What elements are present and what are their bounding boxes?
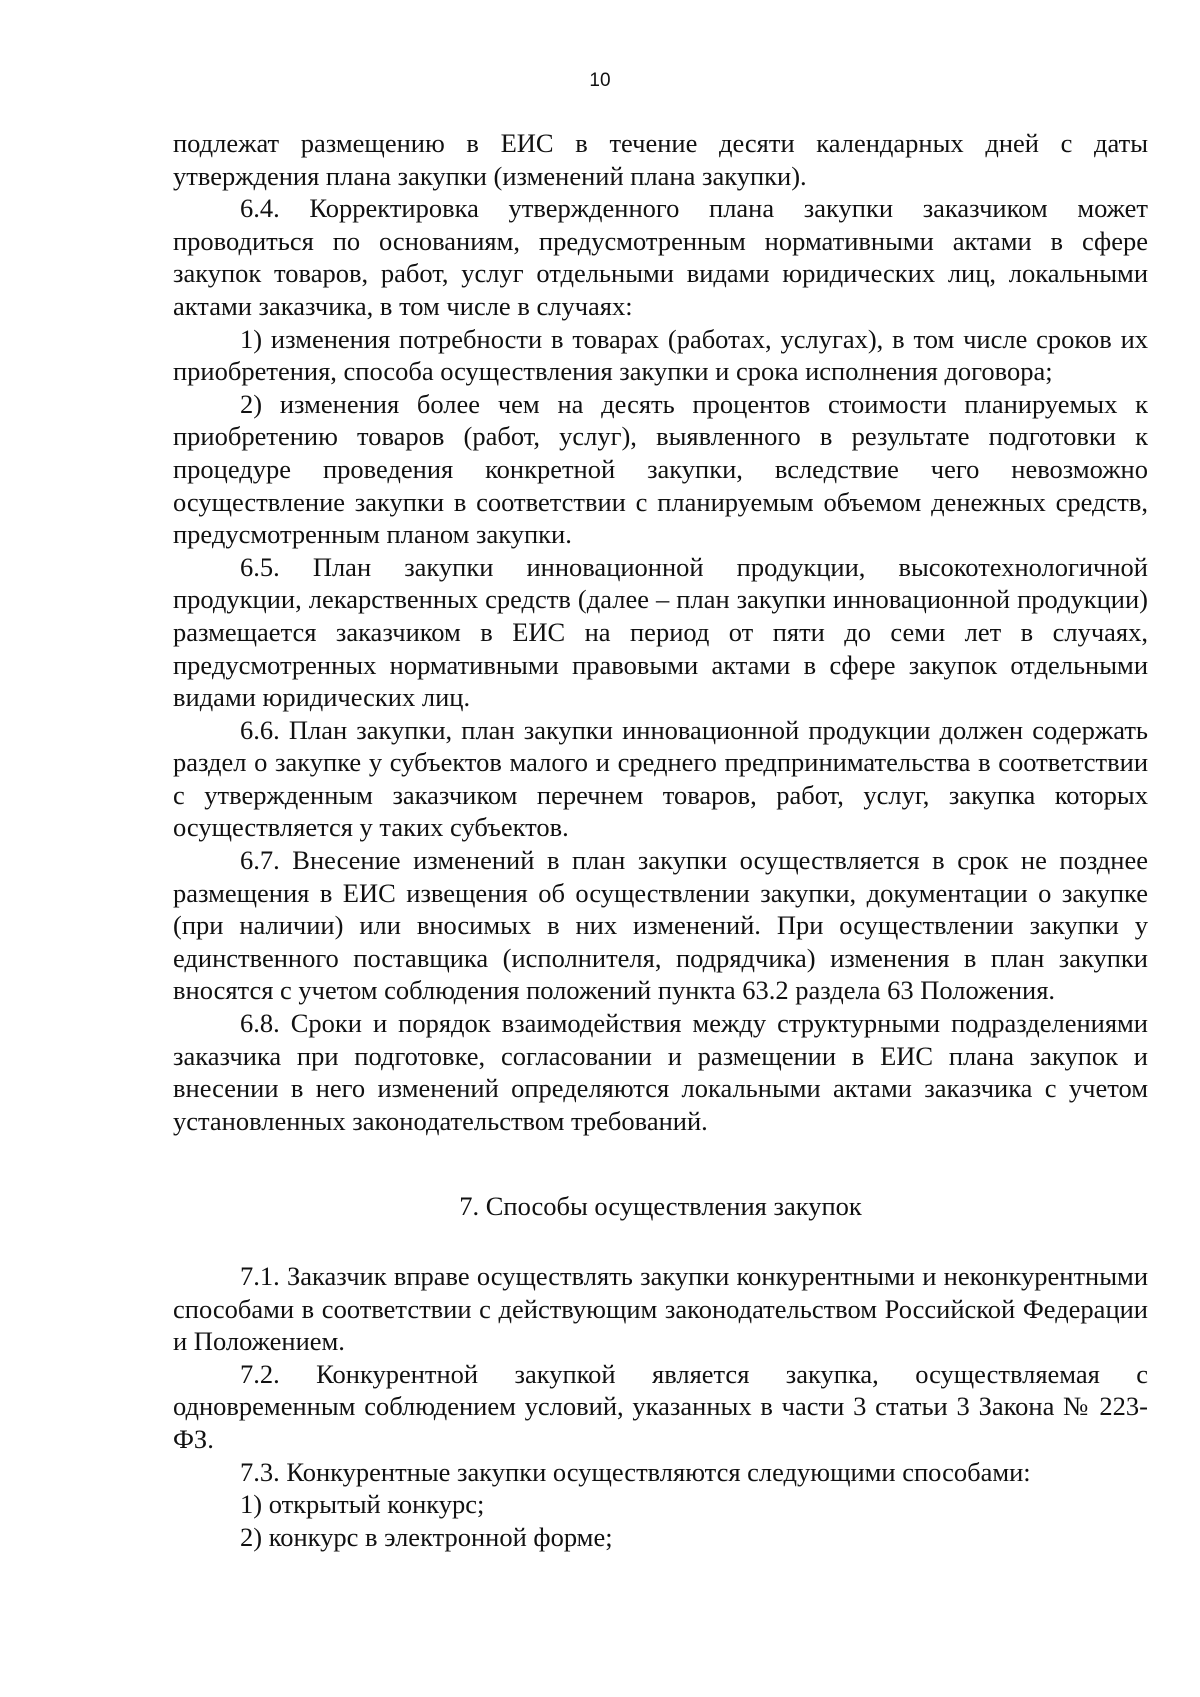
paragraph-6-8: 6.8. Сроки и порядок взаимодействия между структурными подразделениями заказчика при подготовке, согласовании и размещении в ЕИС плана закупок и внесении в него изменений определяются локальными актами заказчика с учетом установленных законодательством требований. xyxy=(173,1008,1148,1136)
document-body-top xyxy=(173,127,1148,1137)
paragraph-6-7: 6.7. Внесение изменений в план закупки осуществляется в срок не позднее размещения в ЕИС извещения об осуществлении закупки, документации о закупке (при наличии) или вносимых в них изменений. При осуществлении закупки у единственного поставщика (исполнителя, подрядчика) изменения в план закупки вносятся с учетом соблюдения положений пункта 63.2 раздела 63 Положения. xyxy=(173,845,1148,1006)
paragraph-continuation: подлежат размещению в ЕИС в течение десяти календарных дней с даты утверждения плана закупки (изменений плана закупки). xyxy=(173,128,1148,191)
document-body-bottom xyxy=(173,1260,1148,1553)
section-heading: 7. Способы осуществления закупок xyxy=(459,1191,862,1221)
list-item-7-3-2: 2) конкурс в электронной форме; xyxy=(240,1521,613,1552)
paragraph-6-4: 6.4. Корректировка утвержденного плана закупки заказчиком может проводиться по основаниям, предусмотренным нормативными актами в сфере закупок товаров, работ, услуг отдельными видами юридических лиц, локальными актами заказчика, в том числе в случаях: xyxy=(173,193,1148,321)
list-item-7-3-1: 1) открытый конкурс; xyxy=(240,1489,485,1520)
page-number: 10 xyxy=(589,70,611,91)
paragraph-7-1: 7.1. Заказчик вправе осуществлять закупки конкурентными и неконкурентными способами в соответствии с действующим законодательством Российской Федерации и Положением. xyxy=(173,1261,1148,1357)
list-item-6-4-2: 2) изменения более чем на десять процентов стоимости планируемых к приобретению товаров (работ, услуг), выявленного в результате подготовки к процедуре проведения конкретной закупки, вследствие чего невозможно осуществление закупки в соответствии с планируемым объемом денежных средств, предусмотренным планом закупки. xyxy=(173,388,1148,550)
paragraph-7-3: 7.3. Конкурентные закупки осуществляются следующими способами: xyxy=(240,1456,1031,1487)
list-item-6-4-1: 1) изменения потребности в товарах (работах, услугах), в том числе сроков их приобретения, способа осуществления закупки и срока исполнения договора; xyxy=(173,323,1148,387)
paragraph-7-2: 7.2. Конкурентной закупкой является закупка, осуществляемая с одновременным соблюдением условий, указанных в части 3 статьи 3 Закона № 223-ФЗ. xyxy=(173,1358,1148,1454)
paragraph-6-6: 6.6. План закупки, план закупки инновационной продукции должен содержать раздел о закупке у субъектов малого и среднего предпринимательства в соответствии с утвержденным заказчиком перечнем товаров, работ, услуг, закупка которых осуществляется у таких субъектов. xyxy=(173,714,1148,843)
paragraph-6-5: 6.5. План закупки инновационной продукции, высокотехнологичной продукции, лекарственных средств (далее – план закупки инновационной продукции) размещается заказчиком в ЕИС на период от пяти до семи лет в случаях, предусмотренных нормативными правовыми актами в сфере закупок отдельными видами юридических лиц. xyxy=(173,551,1148,713)
